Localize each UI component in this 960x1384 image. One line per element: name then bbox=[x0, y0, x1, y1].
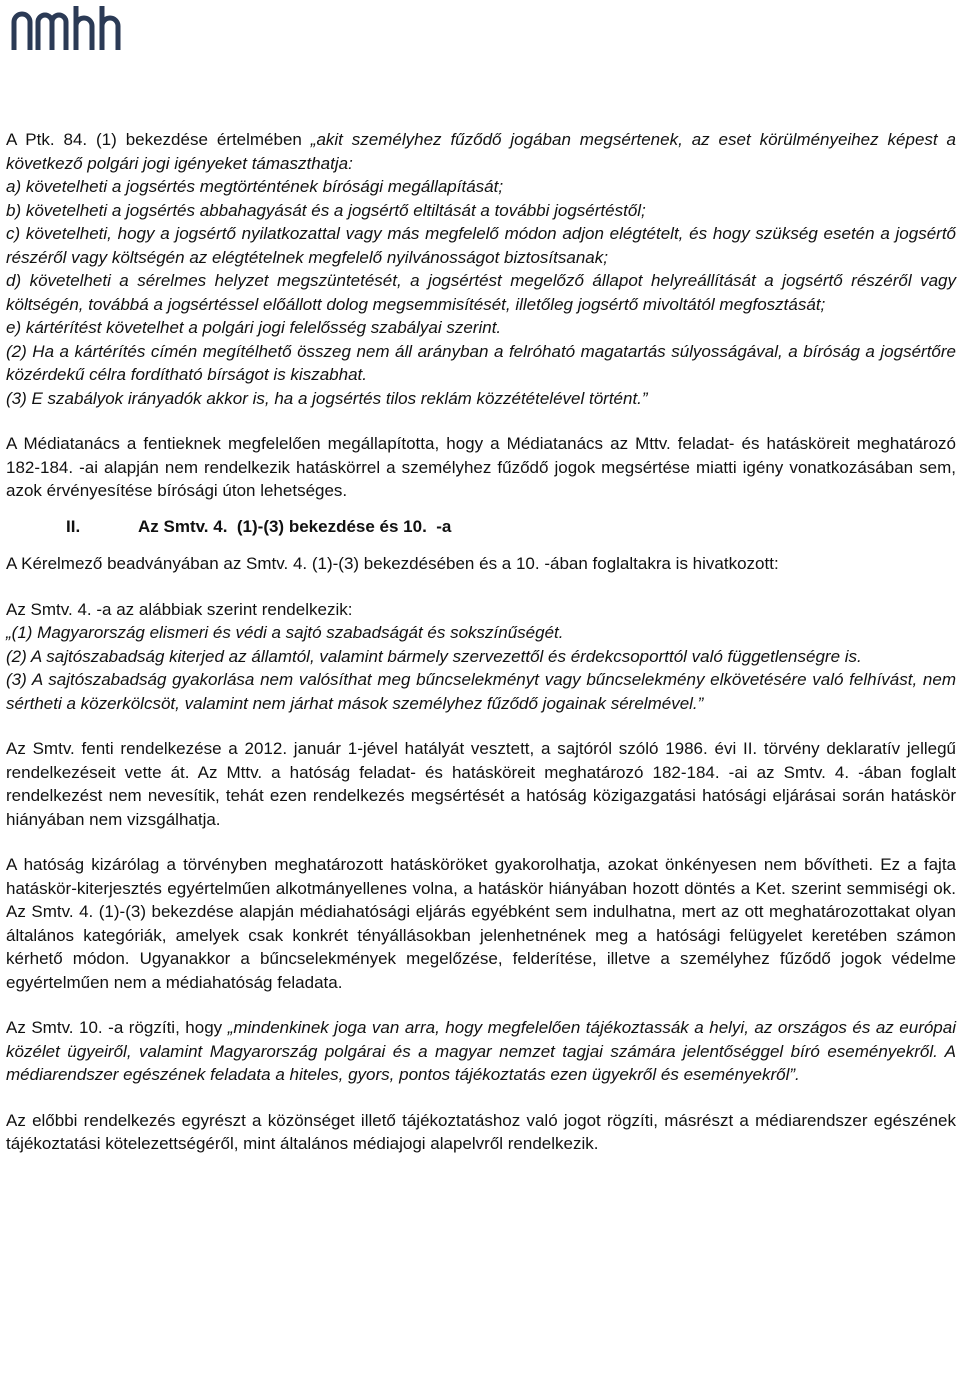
smtv-4-item-1: „(1) Magyarország elismeri és védi a sajtó szabadságát és sokszínűségét. bbox=[6, 623, 564, 642]
section-heading bbox=[6, 515, 956, 539]
ptk-paragraph-2: (2) Ha a kártérítés címén megítélhető összeg nem áll arányban a felróható magatartás súlyosságával, a bíróság a jogsértőre közérdekű célra fordítható bírságot is kiszabhat. bbox=[6, 341, 956, 384]
ptk-item-e: e) kártérítést követelhet a polgári jogi felelősség szabályai szerint. bbox=[6, 318, 502, 337]
document-body bbox=[6, 128, 956, 1156]
paragraph-elobbi: Az előbbi rendelkezés egyrészt a közönséget illető tájékoztatáshoz való jogot rögzíti, másrészt a médiarendszer egészének tájékoztatási kötelezettségéről, mint általános médiajogi alapelvről rendelkezik. bbox=[6, 1110, 956, 1153]
ptk-item-c: c) követelheti, hogy a jogsértő nyilatkozattal vagy más megfelelő módon adjon elégtételt, és hogy szükség esetén a jogsértő részéről vagy költségén az elégtételnek megfelelő nyilvánosságot biztosítsanak; bbox=[6, 224, 956, 267]
paragraph-smtv-10 bbox=[6, 1016, 956, 1087]
ptk-item-d: d) követelheti a sérelmes helyzet megszüntetését, a jogsértést megelőző állapot helyreállítását a jogsértő részéről vagy költségén, továbbá a jogsértéssel előállott dolog megsemmisítését, illetőleg jogsértő mivoltától megfosztását; bbox=[6, 271, 956, 314]
paragraph-kerelmezo: A Kérelmező beadványában az Smtv. 4. (1)-(3) bekezdésében és a 10. -ában foglaltakra is hivatkozott: bbox=[6, 554, 779, 573]
ptk-intro: A Ptk. 84. (1) bekezdése értelmében bbox=[6, 130, 302, 149]
paragraph-ptk-84 bbox=[6, 128, 956, 175]
ptk-item-b: b) követelheti a jogsértés abbahagyását és a jogsértő eltiltását a további jogsértéstől; bbox=[6, 200, 646, 220]
smtv-4-intro: Az Smtv. 4. -a az alábbiak szerint rendelkezik: bbox=[6, 599, 353, 619]
smtv-10-quote: „mindenkinek joga van arra, hogy megfelelően tájékoztassák a helyi, az országos és az európai közélet ügyeiről, valamint Magyarország polgárai és a magyar nemzet tagjai számára jelentőséggel bíró eseményekről. A médiarendszer egészének feladata a hiteles, gyors, pontos tájékoztatás ezen ügyekről és eseményekről”. bbox=[6, 1018, 956, 1084]
ptk-item-a: a) követelheti a jogsértés megtörténtének bírósági megállapítását; bbox=[6, 177, 504, 196]
paragraph-hatosag: A hatóság kizárólag a törvényben meghatározott hatásköröket gyakorolhatja, azokat önkényesen nem bővítheti. Ez a fajta hatáskör-kiterjesztés egyértelműen alkotmányellenes volna, a hatáskör hiányában hozott döntés a Ket. szerint semmiségi ok. Az Smtv. 4. (1)-(3) bekezdése alapján médiahatósági eljárás egyébként sem indulhatna, mert az ott meghatározottakat olyan általános kategóriák, amelyek csak konkrét tényállásokban jelenhetnének meg a hatósági felügyelet keretében számon kérhető módon. Ugyanakkor a bűncselekmények megelőzése, felderítése, illetve a személyhez fűződő jogok védelme egyértelműen nem a médiahatóság feladata. bbox=[6, 855, 956, 992]
section-title: Az Smtv. 4. (1)-(3) bekezdése és 10. -a bbox=[138, 516, 452, 536]
ptk-paragraph-3: (3) E szabályok irányadók akkor is, ha a jogsértés tilos reklám közzétételével történt.” bbox=[6, 388, 648, 408]
nmhh-logo bbox=[10, 4, 130, 54]
paragraph-smtv-fenti: Az Smtv. fenti rendelkezése a 2012. január 1-jével hatályát vesztett, a sajtóról szóló 1986. évi II. törvény deklaratív jellegű rendelkezéseit vette át. Az Mttv. a hatóság feladat- és hatásköreit meghatározó 182-184. -ai az Smtv. 4. -ában foglalt rendelkezést nem nevesítik, tehát ezen rendelkezés megsértését a hatóság közigazgatási hatósági eljárásai során hatáskör hiányában nem vizsgálhatja. bbox=[6, 739, 956, 829]
smtv-4-item-2: (2) A sajtószabadság kiterjed az államtól, valamint bármely szervezettől és érdekcsoporttól való függetlenségre is. bbox=[6, 646, 862, 666]
paragraph-mediatanacs: A Médiatanács a fentieknek megfelelően megállapította, hogy a Médiatanács az Mttv. feladat- és hatásköreit meghatározó 182-184. -ai alapján nem rendelkezik hatáskörrel a személyhez fűződő jogok megsértése miatti igény vonatkozásában sem, azok érvényesítése bírósági úton lehetséges. bbox=[6, 434, 956, 500]
ptk-quote: „akit személyhez fűződő jogában megsértenek, az eset körülményeihez képest a következő polgári jogi igényeket támaszthatja: bbox=[6, 130, 956, 173]
smtv-10-lead: Az Smtv. 10. -a rögzíti, hogy bbox=[6, 1018, 223, 1037]
section-number: II. bbox=[66, 516, 81, 536]
smtv-4-item-3: (3) A sajtószabadság gyakorlása nem valósíthat meg bűncselekményt vagy bűncselekmény elkövetésére való felhívást, nem sértheti a közerkölcsöt, valamint nem járhat mások személyhez fűződő jogainak sérelmével.” bbox=[6, 670, 956, 713]
